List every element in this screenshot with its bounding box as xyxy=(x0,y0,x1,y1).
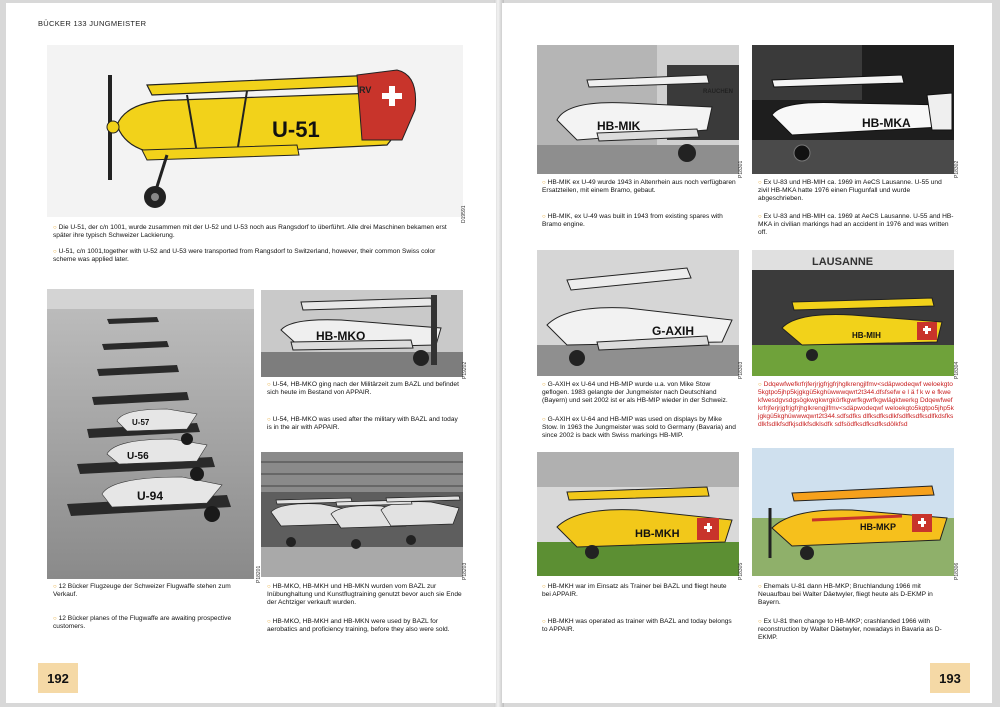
mko-caption-en: ○ U-54, HB-MKO was used after the military with BAZL and today is in the air with APPAIR. xyxy=(267,416,458,431)
mkh-caption-en: ○ HB-MKH was operated as trainer with BAZL and today belongs to APPAIR. xyxy=(542,618,732,633)
photo-g-axih xyxy=(537,250,739,376)
axih-caption-en: ○ G-AXIH ex U-64 and HB-MIP was used on displays by Mike Stow. In 1963 the Jungmeister was sold to Germany (Bavaria) and since 2002 is back with Swiss markings HB-MIP. xyxy=(542,416,736,439)
lausanne-caption-placeholder: ○ Ddqewfwefkrfrjferjrjgfrjgfrjhglkrengjlfmv<sdäpwodeqwf weloekgto5kgtpo5jhp5kjgkgü5kghüwwwqwrt2t344.dfsfsefw e l ä f k w e fkwekfwesdgvsdgsögkwgkwrgkörfkgwrfkgwrfkgwlägktwerkg Ddqewfwefkrfrjferjrjgfrjgfrjhglkrengjlfmv<sdäpwodeqwf weloekgto5kgtpo5jhp5kjgkgü5kghüwwwqwrt2t344.sdfsdfks dlfksdfksdlkfsdlfksdfksdlfkdsfksdlkfsdlkfsdfkjsdlkfsdklsdfk sdfsödfksdfksdfksdölkfsd xyxy=(758,381,954,428)
aircraft-marking: HB-MKA xyxy=(862,116,911,130)
left-page xyxy=(6,3,496,703)
mka-caption-en: ○ Ex U-83 and HB-MIH ca. 1969 at AeCS Lausanne. U-55 and HB-MKA in civilian markings had an accident in 1976 and was written off. xyxy=(758,213,954,236)
hero-caption-de: ○ Die U-51, der c/n 1001, wurde zusammen mit der U-52 und U-53 noch aus Rangsdorf to überführt. Alle drei Maschinen bekamen erst später ihre typisch Schweizer Lackierung. xyxy=(53,224,447,239)
aircraft-marking: RAUCHEN xyxy=(703,89,733,95)
fuselage-code-u51: U-51 xyxy=(272,117,320,142)
photo-id: P18302 xyxy=(954,160,960,178)
photo-hb-mik xyxy=(537,45,739,174)
mik-caption-de: ○ HB-MIK ex U-49 wurde 1943 in Altenrhein aus noch verfügbaren Ersatzteilen, mit einem Bramo, gebaut. xyxy=(542,179,736,194)
photo-id: P18203 xyxy=(462,562,468,580)
mkp-caption-de: ○ Ehemals U-81 dann HB-MKP; Bruchlandung 1966 mit Neuaufbau bei Walter Däetwyler, fliegt heute als D-EKMP in Bayern. xyxy=(758,583,933,606)
aircraft-marking: LAUSANNE xyxy=(812,256,874,268)
photo-id: P18305 xyxy=(738,562,744,580)
page-number-right: 193 xyxy=(930,663,970,693)
photo-hb-mkp xyxy=(752,448,954,576)
lineup-caption-en: ○ 12 Bücker planes of the Flugwaffe are awaiting prospective customers. xyxy=(53,615,232,630)
lineup-caption-de: ○ 12 Bücker Flugzeuge der Schweizer Flugwaffe stehen zum Verkauf. xyxy=(53,583,231,598)
photo-lausanne-hangar xyxy=(752,250,954,376)
running-header: BÜCKER 133 JUNGMEISTER xyxy=(38,19,147,28)
photo-id: D19591 xyxy=(461,205,467,223)
hero-illustration-u51 xyxy=(47,45,463,217)
aircraft-marking: HB-MIK xyxy=(597,119,641,133)
aircraft-marking: HB-MKP xyxy=(860,522,896,532)
mik-caption-en: ○ HB-MIK, ex U-49 was built in 1943 from existing spares with Bramo engine. xyxy=(542,213,723,228)
photo-hb-mkh xyxy=(537,452,739,576)
photo-id: P19202 xyxy=(462,361,468,379)
aircraft-marking: HB-MIH xyxy=(852,331,881,340)
photo-hb-mko xyxy=(261,290,463,377)
photo-hangar-three-planes xyxy=(261,452,463,577)
photo-id: P18303 xyxy=(738,361,744,379)
photo-id: P18306 xyxy=(954,562,960,580)
photo-id: P18201 xyxy=(256,565,262,583)
mkh-caption-de: ○ HB-MKH war im Einsatz als Trainer bei BAZL und fliegt heute bei APPAIR. xyxy=(542,583,727,598)
mko-caption-de: ○ U-54, HB-MKO ging nach der Militärzeit zum BAZL und befindet sich heute im Bestand von APPAIR. xyxy=(267,381,459,396)
aircraft-marking: U-56 xyxy=(127,451,149,462)
tail-code-rv: RV xyxy=(359,85,372,95)
photo-id: P18304 xyxy=(954,361,960,379)
aircraft-marking: U-57 xyxy=(132,418,150,427)
photo-bucker-lineup xyxy=(47,289,254,579)
right-page xyxy=(502,3,992,703)
aircraft-marking: HB-MKH xyxy=(635,528,680,540)
photo-hb-mka xyxy=(752,45,954,174)
axih-caption-de: ○ G-AXIH ex U-64 und HB-MIP wurde u.a. von Mike Stow geflogen. 1983 gelangte der Jungmeister nach Deutschland (Bayern) und seit 2002 ist er als HB-MIP wieder in der Schweiz. xyxy=(542,381,728,404)
aircraft-marking: U-94 xyxy=(137,489,164,503)
hangar-caption-de: ○ HB-MKO, HB-MKH und HB-MKN wurden vom BAZL zur Inübunghaltung und Kunstflugtraining genutzt bevor auch sie Ende der Achtziger verkauft wurden. xyxy=(267,583,462,606)
photo-id: P18301 xyxy=(738,160,744,178)
aircraft-marking: HB-MKO xyxy=(316,329,366,343)
hero-caption-en: ○ U-51, c/n 1001,together with U-52 and U-53 were transported from Rangsdorf to Switzerland, however, their common Swiss color scheme was applied later. xyxy=(53,248,436,263)
mkp-caption-en: ○ Ex U-81 then change to HB-MKP; crashlanded 1966 with reconstruction by Walter Däetwyler, nowadays in Bavaria as D-EKMP. xyxy=(758,618,942,641)
aircraft-marking: G-AXIH xyxy=(652,324,694,338)
page-number-left: 192 xyxy=(38,663,78,693)
hangar-caption-en: ○ HB-MKO, HB-MKH and HB-MKN were used by BAZL for aerobatics and proficiency training, before they also were sold. xyxy=(267,618,450,633)
mka-caption-de: ○ Ex U-83 und HB-MIH ca. 1969 im AeCS Lausanne. U-55 und zivil HB-MKA hatte 1976 einen Flugunfall und wurde abgeschrieben. xyxy=(758,179,942,202)
